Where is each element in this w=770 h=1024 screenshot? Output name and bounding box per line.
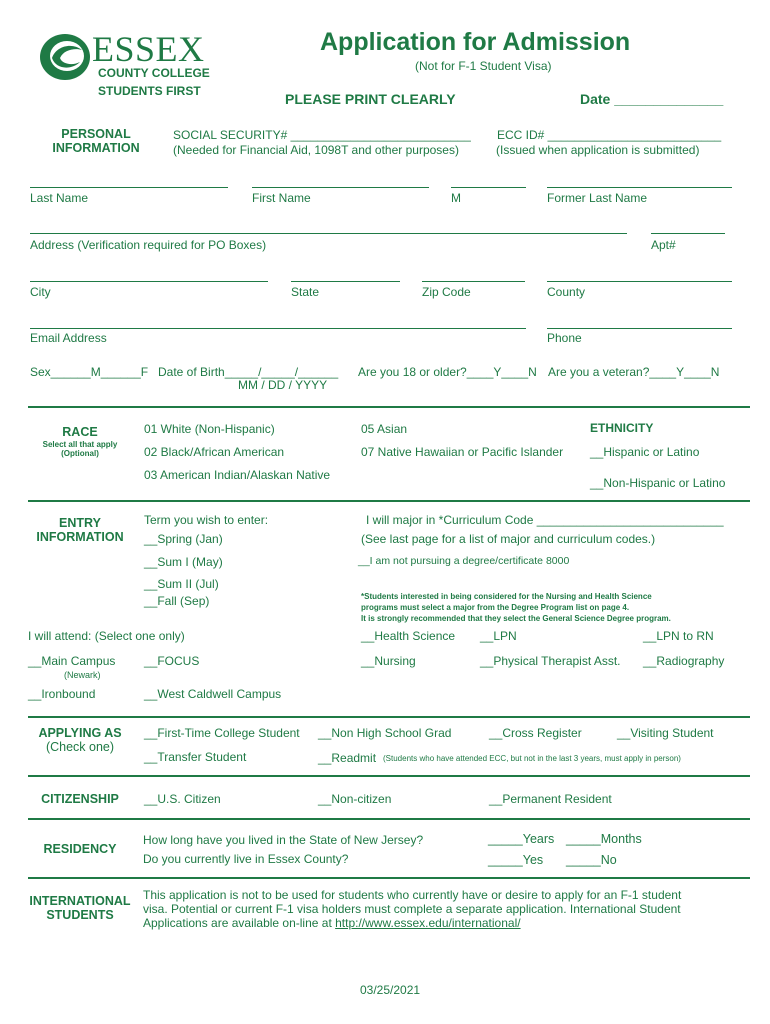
citizenship-permanent[interactable]: __Permanent Resident: [489, 792, 612, 806]
page-title: Application for Admission: [320, 28, 631, 56]
divider: [28, 716, 750, 718]
zip-line[interactable]: [422, 281, 525, 282]
footer-date: 03/25/2021: [360, 983, 421, 997]
applying-non-hs[interactable]: __Non High School Grad: [318, 726, 452, 740]
logo-name: ESSEX: [92, 29, 205, 69]
logo-tagline: STUDENTS FIRST: [98, 84, 201, 98]
program-pta[interactable]: __Physical Therapist Asst.: [480, 654, 621, 668]
city-line[interactable]: [30, 281, 268, 282]
citizenship-non[interactable]: __Non-citizen: [318, 792, 392, 806]
phone-line[interactable]: [547, 328, 732, 329]
race-option-native[interactable]: 03 American Indian/Alaskan Native: [144, 468, 331, 482]
program-nursing[interactable]: __Nursing: [361, 654, 416, 668]
ssn-field[interactable]: SOCIAL SECURITY# ___________________________: [173, 128, 471, 142]
first-name-line[interactable]: [252, 187, 429, 188]
entry-heading: ENTRY INFORMATION: [36, 516, 124, 544]
attend-label: I will attend: (Select one only): [28, 629, 185, 643]
term-summer-1[interactable]: __Sum I (May): [144, 555, 223, 569]
race-option-white[interactable]: 01 White (Non-Hispanic): [144, 422, 275, 436]
residency-years[interactable]: _____Years: [488, 832, 555, 846]
mi-label: M: [451, 191, 461, 205]
email-line[interactable]: [30, 328, 526, 329]
apt-label: Apt#: [651, 238, 676, 252]
ecc-id-field[interactable]: ECC ID# __________________________: [497, 128, 722, 142]
program-lpn-to-rn[interactable]: __LPN to RN: [643, 629, 714, 643]
county-label: County: [547, 285, 586, 299]
address-label: Address (Verification required for PO Boxes): [30, 238, 267, 252]
logo-swirl-icon: [38, 32, 96, 82]
see-last-page-note: (See last page for a list of major and curriculum codes.): [361, 532, 656, 546]
not-pursuing-degree[interactable]: __I am not pursuing a degree/certificate 8000: [358, 555, 570, 567]
phone-label: Phone: [547, 331, 582, 345]
address-line[interactable]: [30, 233, 627, 234]
divider: [28, 775, 750, 777]
applying-transfer[interactable]: __Transfer Student: [144, 750, 247, 764]
divider: [28, 406, 750, 408]
age-18-field[interactable]: Are you 18 or older?____Y____N: [358, 365, 537, 379]
personal-heading: PERSONAL INFORMATION: [52, 127, 140, 155]
former-last-line[interactable]: [547, 187, 732, 188]
zip-label: Zip Code: [422, 285, 471, 299]
ethnicity-hispanic[interactable]: __Hispanic or Latino: [590, 445, 700, 459]
ssn-note: (Needed for Financial Aid, 1098T and other purposes): [173, 143, 459, 157]
residency-no[interactable]: _____No: [566, 853, 617, 867]
state-label: State: [291, 285, 320, 299]
sex-field[interactable]: Sex______M______F: [30, 365, 149, 379]
last-name-label: Last Name: [30, 191, 89, 205]
term-spring[interactable]: __Spring (Jan): [144, 532, 223, 546]
campus-focus[interactable]: __FOCUS: [144, 654, 200, 668]
applying-heading: APPLYING AS (Check one): [38, 726, 122, 754]
campus-ironbound[interactable]: __Ironbound: [28, 687, 96, 701]
divider: [28, 500, 750, 502]
citizenship-us[interactable]: __U.S. Citizen: [144, 792, 221, 806]
ecc-id-note: (Issued when application is submitted): [496, 143, 700, 157]
date-field[interactable]: Date ______________: [580, 91, 724, 107]
divider: [28, 818, 750, 820]
dob-field[interactable]: Date of Birth_____/_____/______: [158, 365, 339, 379]
term-summer-2[interactable]: __Sum II (Jul): [144, 577, 219, 591]
logo-subname: COUNTY COLLEGE: [98, 66, 210, 80]
campus-main[interactable]: __Main Campus: [28, 654, 116, 668]
campus-main-note: (Newark): [64, 670, 101, 680]
ethnicity-heading: ETHNICITY: [590, 421, 654, 435]
apt-line[interactable]: [651, 233, 725, 234]
international-heading: INTERNATIONAL STUDENTS: [29, 894, 131, 922]
international-text: This application is not to be used for students who currently have or desire to apply for an F-1 student visa. Potential or current F-1 visa holders must complete a separate application. International Student Applications are available on-line at http://www.essex.edu/international/: [143, 888, 682, 930]
residency-yes[interactable]: _____Yes: [488, 853, 544, 867]
readmit-note: (Students who have attended ECC, but not in the last 3 years, must apply in person): [383, 754, 681, 763]
program-lpn[interactable]: __LPN: [480, 629, 517, 643]
race-heading: RACE: [62, 425, 98, 439]
former-last-label: Former Last Name: [547, 191, 648, 205]
dob-format: MM / DD / YYYY: [238, 378, 328, 392]
first-name-label: First Name: [252, 191, 311, 205]
major-field[interactable]: I will major in *Curriculum Code ____________________________: [366, 513, 724, 527]
applying-first-time[interactable]: __First-Time College Student: [144, 726, 300, 740]
applying-cross-register[interactable]: __Cross Register: [489, 726, 582, 740]
print-clearly-label: PLEASE PRINT CLEARLY: [285, 91, 456, 107]
race-option-hawaiian[interactable]: 07 Native Hawaiian or Pacific Islander: [361, 445, 564, 459]
residency-heading: RESIDENCY: [43, 842, 117, 856]
program-health-science[interactable]: __Health Science: [361, 629, 456, 643]
college-logo: [38, 30, 218, 102]
program-radiography[interactable]: __Radiography: [643, 654, 725, 668]
last-name-line[interactable]: [30, 187, 228, 188]
veteran-field[interactable]: Are you a veteran?____Y____N: [548, 365, 720, 379]
residency-months[interactable]: _____Months: [566, 832, 642, 846]
citizenship-heading: CITIZENSHIP: [41, 792, 119, 806]
residency-q2: Do you currently live in Essex County?: [143, 852, 349, 866]
term-fall[interactable]: __Fall (Sep): [144, 594, 210, 608]
email-label: Email Address: [30, 331, 107, 345]
state-line[interactable]: [291, 281, 400, 282]
race-option-black[interactable]: 02 Black/African American: [144, 445, 285, 459]
campus-west-caldwell[interactable]: __West Caldwell Campus: [144, 687, 282, 701]
residency-q1: How long have you lived in the State of New Jersey?: [143, 833, 424, 847]
nursing-note: *Students interested in being considered for the Nursing and Health Science programs must select a major from the Degree Program list on page 4. It is strongly recommended that they select the General Science Degree program.: [361, 592, 671, 623]
city-label: City: [30, 285, 51, 299]
term-label: Term you wish to enter:: [144, 513, 269, 527]
divider: [28, 877, 750, 879]
race-option-asian[interactable]: 05 Asian: [361, 422, 408, 436]
race-note: Select all that apply (Optional): [42, 440, 118, 458]
mi-line[interactable]: [451, 187, 526, 188]
applying-visiting[interactable]: __Visiting Student: [617, 726, 714, 740]
applying-readmit[interactable]: __Readmit: [318, 751, 377, 765]
ethnicity-non-hispanic[interactable]: __Non-Hispanic or Latino: [590, 476, 726, 490]
international-link[interactable]: http://www.essex.edu/international/: [335, 916, 521, 930]
page-subtitle: (Not for F-1 Student Visa): [415, 59, 552, 73]
county-line[interactable]: [547, 281, 732, 282]
